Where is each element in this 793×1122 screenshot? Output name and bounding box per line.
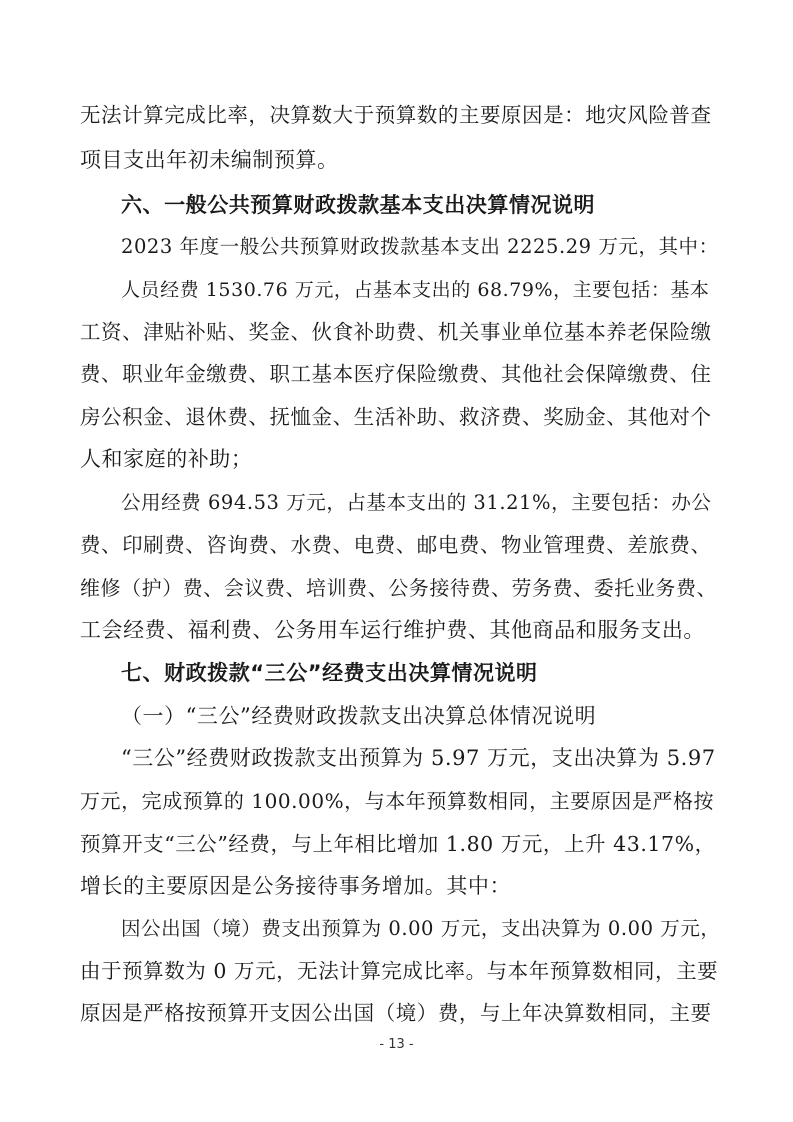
paragraph-line: 房公积金、退休费、抚恤金、生活补助、救济费、奖励金、其他对个 <box>80 405 712 429</box>
paragraph-line: “三公”经费财政拨款支出预算为 5.97 万元，支出决算为 5.97 <box>121 746 716 770</box>
paragraph-line: 工资、津贴补贴、奖金、伙食补助费、机关事业单位基本养老保险缴 <box>80 320 712 344</box>
paragraph-line: 原因是严格按预算开支因公出国（境）费，与上年决算数相同，主要 <box>80 1001 712 1025</box>
paragraph-line: 万元，完成预算的 100.00%，与本年预算数相同，主要原因是严格按 <box>80 789 715 813</box>
paragraph-line: 2023 年度一般公共预算财政拨款基本支出 2225.29 万元，其中： <box>121 235 719 258</box>
subsection-heading: （一）“三公”经费财政拨款支出决算总体情况说明 <box>121 704 597 728</box>
paragraph-line: 预算开支“三公”经费，与上年相比增加 1.80 万元，上升 43.17%， <box>80 832 716 856</box>
section-heading: 七、财政拨款“三公”经费支出决算情况说明 <box>121 661 538 685</box>
paragraph-line: 维修（护）费、会议费、培训费、公务接待费、劳务费、委托业务费、 <box>80 576 718 600</box>
section-heading: 六、一般公共预算财政拨款基本支出决算情况说明 <box>121 193 596 217</box>
page-number: - 13 - <box>379 1037 414 1052</box>
paragraph-line: 人和家庭的补助； <box>80 447 253 471</box>
paragraph-line: 增长的主要原因是公务接待事务增加。其中： <box>80 874 511 898</box>
paragraph-line: 工会经费、福利费、公务用车运行维护费、其他商品和服务支出。 <box>80 618 705 642</box>
paragraph-line: 人员经费 1530.76 万元，占基本支出的 68.79%，主要包括：基本 <box>121 279 710 301</box>
paragraph-line: 费、印刷费、咨询费、水费、电费、邮电费、物业管理费、差旅费、 <box>80 533 712 557</box>
paragraph-line: 无法计算完成比率，决算数大于预算数的主要原因是：地灾风险普查 <box>80 103 712 127</box>
paragraph-line: 费、职业年金缴费、职工基本医疗保险缴费、其他社会保障缴费、住 <box>80 362 712 386</box>
paragraph-line: 公用经费 694.53 万元，占基本支出的 31.21%，主要包括：办公 <box>121 491 712 514</box>
paragraph-line: 项目支出年初未编制预算。 <box>80 148 339 172</box>
paragraph-line: 因公出国（境）费支出预算为 0.00 万元，支出决算为 0.00 万元， <box>121 917 721 940</box>
paragraph-line: 由于预算数为 0 万元，无法计算完成比率。与本年预算数相同，主要 <box>80 959 719 983</box>
